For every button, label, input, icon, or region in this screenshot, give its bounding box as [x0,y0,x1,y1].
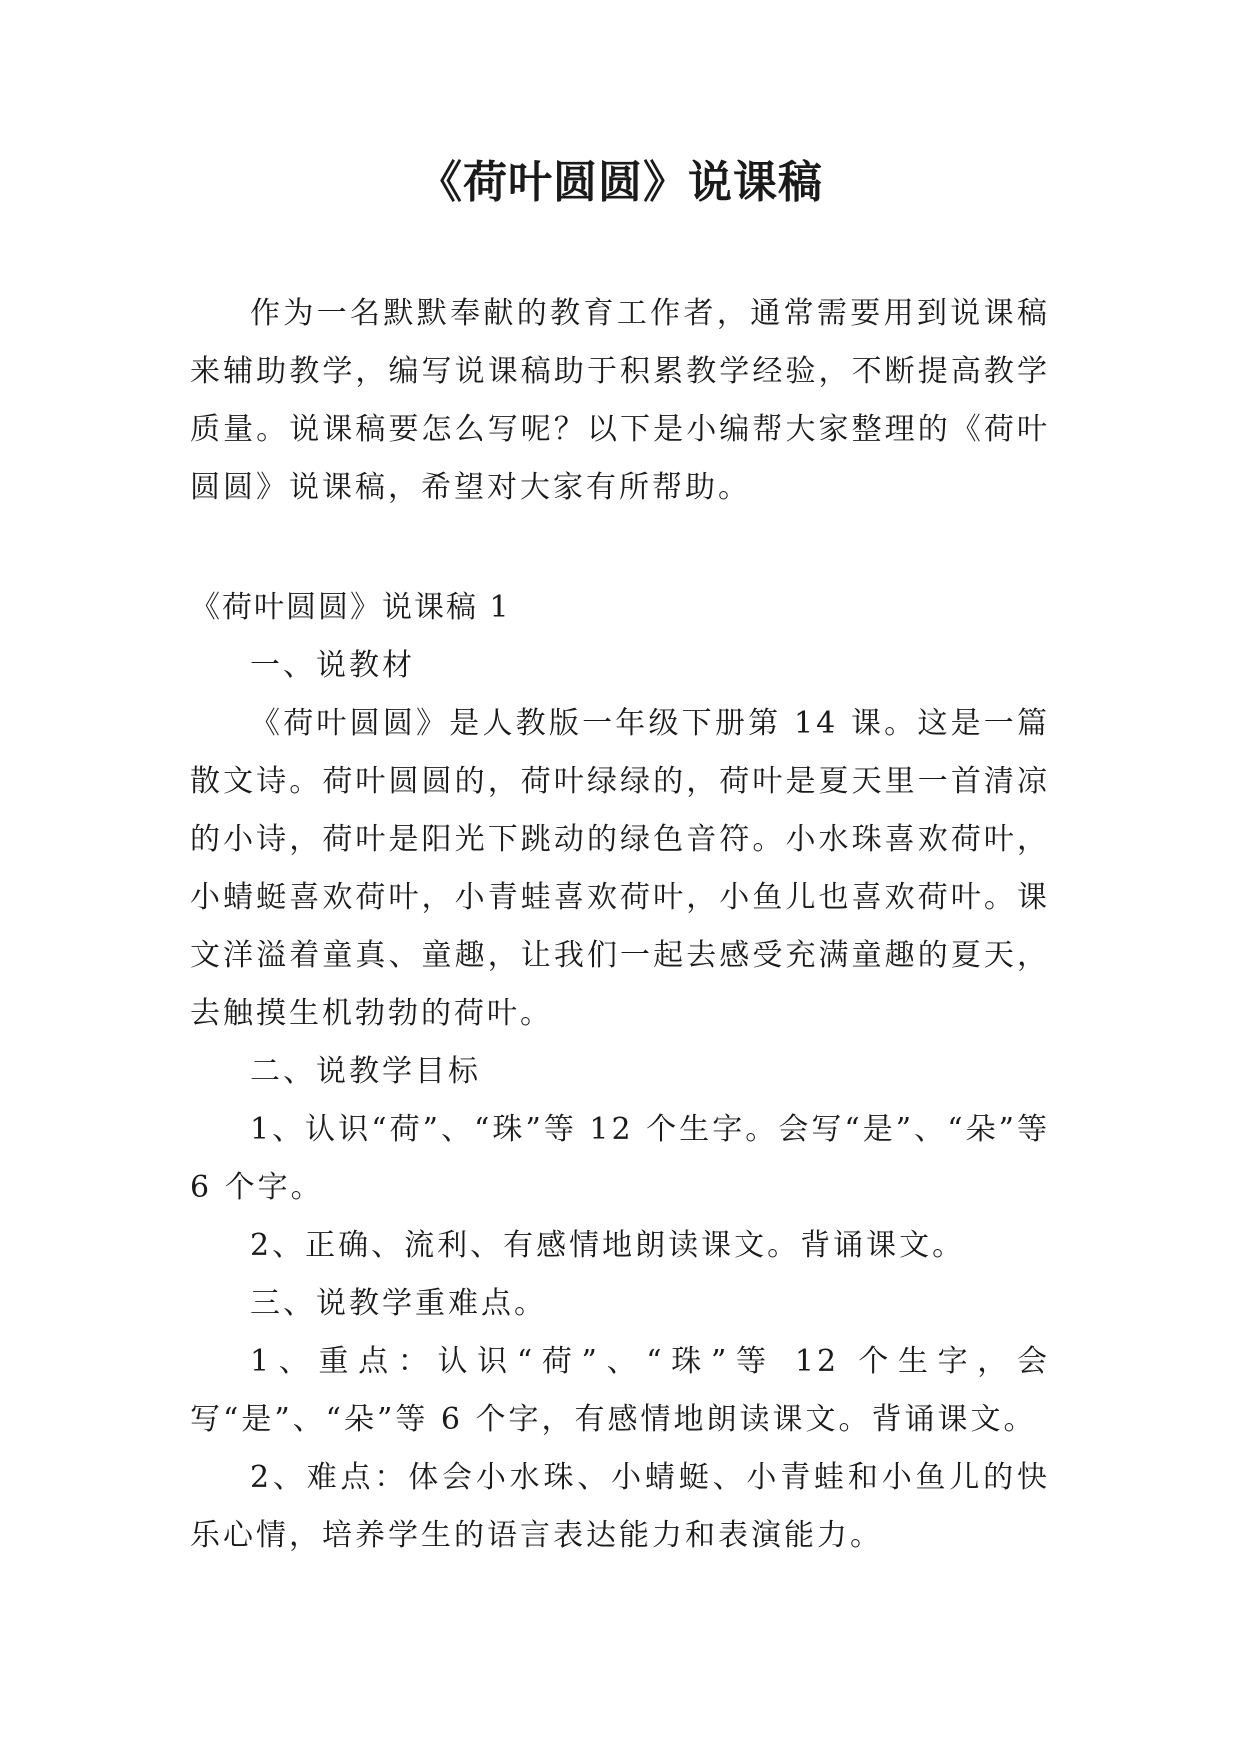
materials-paragraph: 《荷叶圆圆》是人教版一年级下册第 14 课。这是一篇散文诗。荷叶圆圆的，荷叶绿绿的，荷叶是夏天里一首清凉的小诗，荷叶是阳光下跳动的绿色音符。小水珠喜欢荷叶，小蜻蜓喜欢荷叶，小青蛙喜欢荷叶，小鱼儿也喜欢荷叶。课文洋溢着童真、童趣，让我们一起去感受充满童趣的夏天，去触摸生机勃勃的荷叶。 [190,706,1050,1031]
heading-key-points: 三、说教学重难点。 [250,1286,547,1321]
heading-materials: 一、说教材 [250,648,415,683]
difficult-point-item: 2、难点：体会小水珠、小蜻蜓、小青蛙和小鱼儿的快乐心情，培养学生的语言表达能力和表演能力。 [190,1460,1050,1553]
key-point-item: 1、重点：认识“荷”、“珠”等 12 个生字，会写“是”、“朵”等 6 个字，有感情地朗读课文。背诵课文。 [190,1344,1050,1437]
document-body [190,285,1050,1565]
page-title: 《荷叶圆圆》说课稿 [418,157,823,208]
intro-paragraph: 作为一名默默奉献的教育工作者，通常需要用到说课稿来辅助教学，编写说课稿助于积累教学经验，不断提高教学质量。说课稿要怎么写呢？以下是小编帮大家整理的《荷叶圆圆》说课稿，希望对大家有所帮助。 [190,296,1050,505]
goal-item-2: 2、正确、流利、有感情地朗读课文。背诵课文。 [250,1228,966,1263]
section-title: 《荷叶圆圆》说课稿 1 [190,590,511,625]
paragraph-spacer [190,517,1050,579]
goal-item-1: 1、认识“荷”、“珠”等 12 个生字。会写“是”、“朵”等 6 个字。 [190,1112,1050,1205]
heading-goals: 二、说教学目标 [250,1054,481,1089]
